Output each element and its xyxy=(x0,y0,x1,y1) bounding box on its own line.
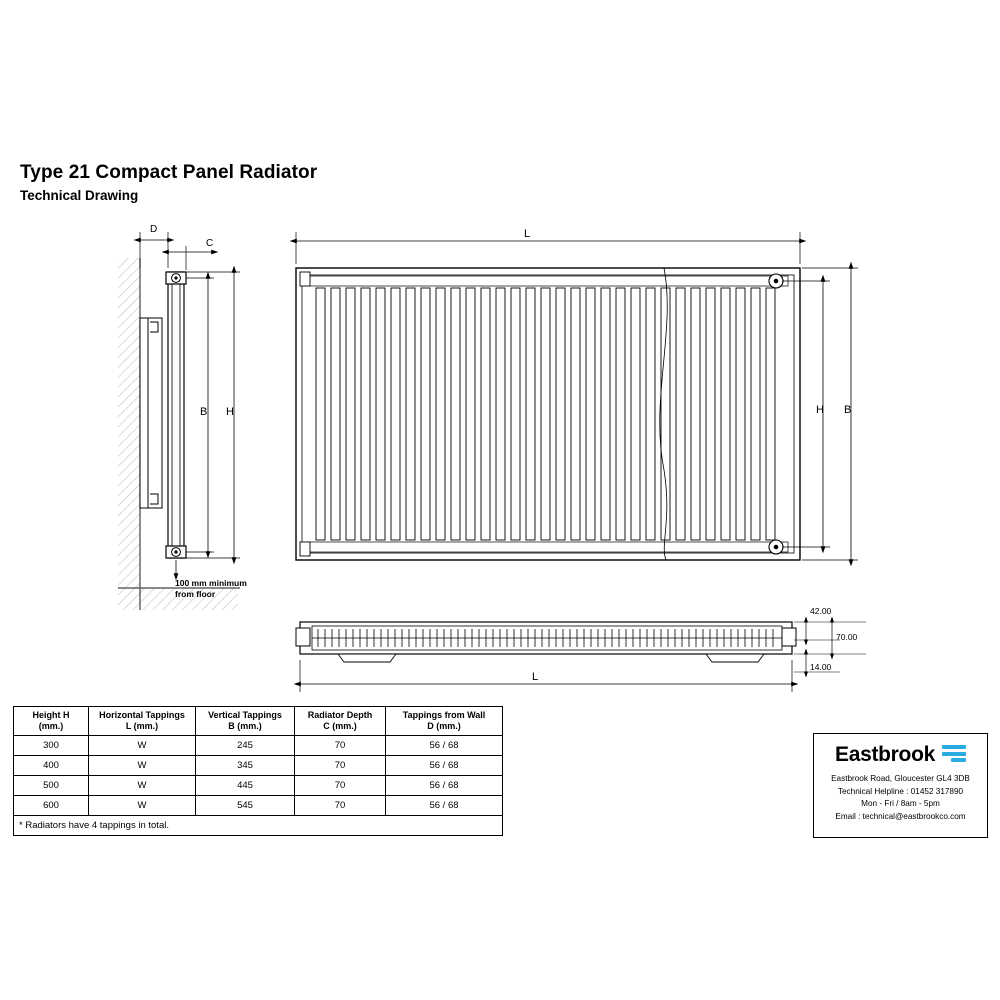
cell-tappings-from-wall: 56 / 68 xyxy=(386,736,503,756)
cell-vertical-tappings: 345 xyxy=(196,756,295,776)
cell-horizontal-tappings: W xyxy=(89,776,196,796)
column-header-depth-line1: Radiator Depth xyxy=(307,710,373,720)
cell-horizontal-tappings: W xyxy=(89,796,196,816)
dimension-label-h-front: H xyxy=(816,404,824,416)
dimension-label-c: C xyxy=(206,238,214,249)
column-header-height xyxy=(14,707,89,736)
dimension-label-70: 70.00 xyxy=(836,632,858,642)
cell-vertical-tappings: 545 xyxy=(196,796,295,816)
floor-note-line1: 100 mm minimum xyxy=(175,578,247,588)
table-footnote-row xyxy=(14,816,503,836)
column-header-horizontal-line1: Horizontal Tappings xyxy=(99,710,185,720)
dimension-label-b-side: B xyxy=(200,406,208,418)
floor-clearance-note xyxy=(175,578,247,600)
column-header-wall-line2: D (mm.) xyxy=(427,721,461,731)
brand-email: Email : technical@eastbrookco.com xyxy=(835,811,966,821)
floor-note-line2: from floor xyxy=(175,589,216,599)
dimension-label-h-side: H xyxy=(226,406,234,418)
column-header-height-line2: (mm.) xyxy=(38,721,64,731)
dimension-label-d: D xyxy=(150,224,158,235)
eastbrook-bars-icon xyxy=(942,745,966,765)
table-row xyxy=(14,776,503,796)
page-subtitle: Technical Drawing xyxy=(20,188,139,203)
specification-table xyxy=(13,706,503,836)
column-header-radiator-depth xyxy=(295,707,386,736)
cell-horizontal-tappings: W xyxy=(89,736,196,756)
cell-vertical-tappings: 245 xyxy=(196,736,295,756)
column-header-tappings-from-wall xyxy=(386,707,503,736)
column-header-horizontal-tappings xyxy=(89,707,196,736)
column-header-height-line1: Height H xyxy=(32,710,70,720)
brand-box xyxy=(813,733,988,838)
table-footnote: * Radiators have 4 tappings in total. xyxy=(14,816,503,836)
table-row xyxy=(14,796,503,816)
brand-address: Eastbrook Road, Gloucester GL4 3DB xyxy=(831,774,970,783)
column-header-wall-line1: Tappings from Wall xyxy=(402,710,486,720)
brand-name: Eastbrook xyxy=(835,743,935,766)
cell-height: 500 xyxy=(14,776,89,796)
brand-hours: Mon - Fri / 8am - 5pm xyxy=(861,799,940,808)
brand-contact xyxy=(814,773,987,823)
column-header-vertical-tappings xyxy=(196,707,295,736)
dimension-label-l-plan: L xyxy=(532,671,539,683)
cell-radiator-depth: 70 xyxy=(295,756,386,776)
column-header-vertical-line1: Vertical Tappings xyxy=(208,710,282,720)
cell-height: 400 xyxy=(14,756,89,776)
cell-height: 600 xyxy=(14,796,89,816)
table-row xyxy=(14,736,503,756)
table-row xyxy=(14,756,503,776)
dimension-label-14: 14.00 xyxy=(810,662,832,672)
cell-tappings-from-wall: 56 / 68 xyxy=(386,796,503,816)
cell-tappings-from-wall: 56 / 68 xyxy=(386,756,503,776)
dimension-label-l-front: L xyxy=(524,228,531,240)
column-header-depth-line2: C (mm.) xyxy=(323,721,357,731)
brand-helpline: Technical Helpline : 01452 317890 xyxy=(837,786,964,796)
column-header-vertical-line2: B (mm.) xyxy=(228,721,262,731)
brand-logo xyxy=(814,743,987,767)
cell-height: 300 xyxy=(14,736,89,756)
cell-radiator-depth: 70 xyxy=(295,776,386,796)
cell-radiator-depth: 70 xyxy=(295,796,386,816)
cell-radiator-depth: 70 xyxy=(295,736,386,756)
dimension-label-42: 42.00 xyxy=(810,606,832,616)
cell-horizontal-tappings: W xyxy=(89,756,196,776)
cell-tappings-from-wall: 56 / 68 xyxy=(386,776,503,796)
table-header-row xyxy=(14,707,503,736)
column-header-horizontal-line2: L (mm.) xyxy=(125,721,159,731)
dimension-label-b-front: B xyxy=(844,404,852,416)
page-title: Type 21 Compact Panel Radiator xyxy=(20,162,318,183)
cell-vertical-tappings: 445 xyxy=(196,776,295,796)
